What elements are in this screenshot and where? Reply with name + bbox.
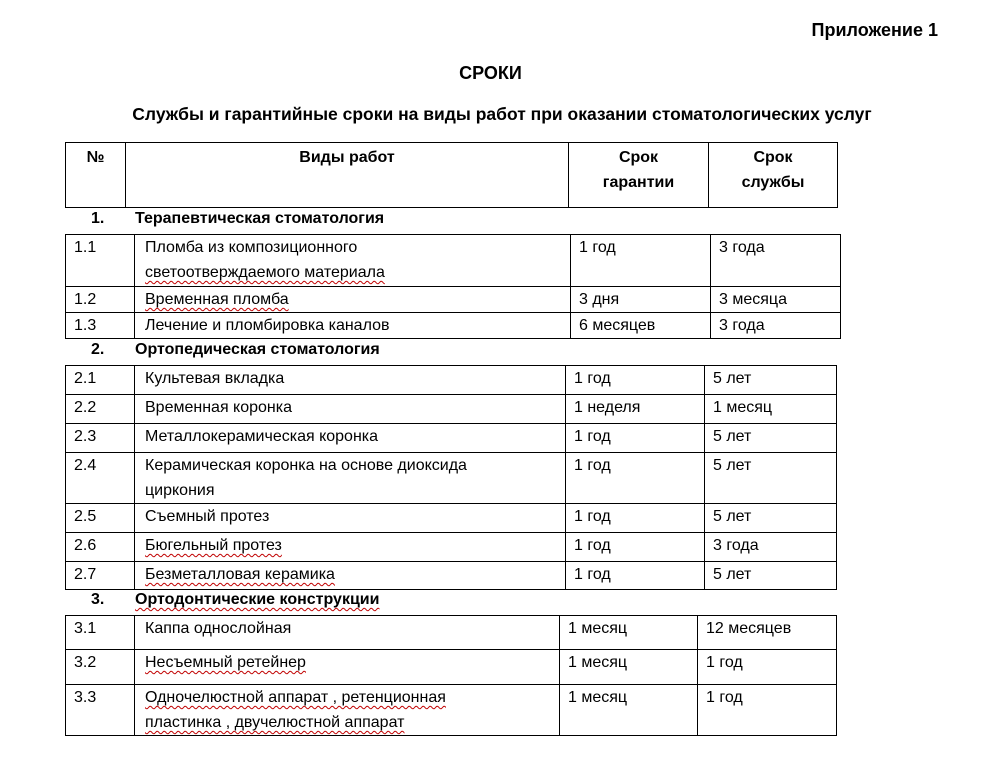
table-row xyxy=(66,395,837,424)
table-row xyxy=(66,235,841,287)
section-3-title: Ортодонтические конструкции xyxy=(135,591,380,608)
table-row xyxy=(66,533,837,562)
header-table xyxy=(65,142,838,208)
row-warranty: 1 месяц xyxy=(568,654,628,671)
row-num: 1.2 xyxy=(74,291,97,308)
row-service: 5 лет xyxy=(713,566,752,583)
table-row xyxy=(66,424,837,453)
row-service: 3 года xyxy=(719,239,765,256)
row-warranty: 1 год xyxy=(574,428,611,445)
row-warranty: 1 месяц xyxy=(568,689,628,706)
row-service: 1 месяц xyxy=(713,399,773,416)
row-warranty: 1 год xyxy=(574,566,611,583)
row-service: 1 год xyxy=(706,689,743,706)
row-work: Бюгельный протез xyxy=(145,537,282,554)
table-row xyxy=(66,504,837,533)
row-num: 2.1 xyxy=(74,370,97,387)
row-work: Временная коронка xyxy=(145,399,293,416)
table-row xyxy=(66,616,837,650)
row-work: Временная пломба xyxy=(145,291,289,308)
row-work: Каппа однослойная xyxy=(145,620,292,637)
table-row xyxy=(66,287,841,313)
row-num: 3.1 xyxy=(74,620,97,637)
table-row xyxy=(66,562,837,590)
row-work: Пломба из композиционного светоотверждаемого материала xyxy=(145,239,385,281)
row-work: Одночелюстной аппарат , ретенционная пластинка , двучелюстной аппарат xyxy=(145,689,446,731)
row-service: 3 года xyxy=(719,317,765,334)
row-num: 3.3 xyxy=(74,689,97,706)
row-num: 2.4 xyxy=(74,457,97,474)
row-work: Металлокерамическая коронка xyxy=(145,428,379,445)
row-warranty: 1 год xyxy=(574,537,611,554)
section-2-title: Ортопедическая стоматология xyxy=(135,341,380,358)
row-warranty: 1 год xyxy=(574,457,611,474)
header-warranty: Срок гарантии xyxy=(569,143,709,208)
table-row xyxy=(66,313,841,339)
header-num: № xyxy=(66,143,126,208)
section-1-num: 1. xyxy=(91,210,105,227)
section-2-table xyxy=(65,365,837,590)
table-row xyxy=(66,366,837,395)
section-2-num: 2. xyxy=(91,341,105,358)
row-warranty: 1 год xyxy=(574,508,611,525)
row-work: Лечение и пломбировка каналов xyxy=(145,317,390,334)
row-warranty: 1 год xyxy=(574,370,611,387)
row-warranty: 1 неделя xyxy=(574,399,641,416)
page-title: СРОКИ xyxy=(459,63,522,83)
row-service: 5 лет xyxy=(713,428,752,445)
row-work: Безметалловая керамика xyxy=(145,566,335,583)
page-subtitle: Службы и гарантийные сроки на виды работ при оказании стоматологических услуг xyxy=(132,104,872,124)
row-service: 5 лет xyxy=(713,457,752,474)
table-row xyxy=(66,685,837,736)
row-service: 12 месяцев xyxy=(706,620,792,637)
row-service: 3 года xyxy=(713,537,759,554)
row-warranty: 1 месяц xyxy=(568,620,628,637)
row-warranty: 6 месяцев xyxy=(579,317,656,334)
row-service: 3 месяца xyxy=(719,291,787,308)
header-row xyxy=(66,143,838,208)
row-num: 1.1 xyxy=(74,239,97,256)
header-service: Срок службы xyxy=(709,143,838,208)
row-service: 5 лет xyxy=(713,508,752,525)
section-3-num: 3. xyxy=(91,591,105,608)
section-3-table xyxy=(65,615,837,736)
row-work: Культевая вкладка xyxy=(145,370,285,387)
table-row xyxy=(66,453,837,504)
row-service: 5 лет xyxy=(713,370,752,387)
section-1-table xyxy=(65,234,841,339)
row-num: 3.2 xyxy=(74,654,97,671)
row-service: 1 год xyxy=(706,654,743,671)
header-work: Виды работ xyxy=(126,143,569,208)
row-num: 2.5 xyxy=(74,508,97,525)
row-work: Керамическая коронка на основе диоксида циркония xyxy=(145,457,467,499)
section-1-title: Терапевтическая стоматология xyxy=(135,210,385,227)
row-warranty: 3 дня xyxy=(579,291,620,308)
appendix-label: Приложение 1 xyxy=(811,20,938,40)
row-work: Съемный протез xyxy=(145,508,270,525)
row-warranty: 1 год xyxy=(579,239,616,256)
row-work: Несъемный ретейнер xyxy=(145,654,306,671)
row-num: 2.7 xyxy=(74,566,97,583)
row-num: 2.3 xyxy=(74,428,97,445)
row-num: 2.6 xyxy=(74,537,97,554)
table-row xyxy=(66,650,837,685)
row-num: 1.3 xyxy=(74,317,97,334)
row-num: 2.2 xyxy=(74,399,97,416)
